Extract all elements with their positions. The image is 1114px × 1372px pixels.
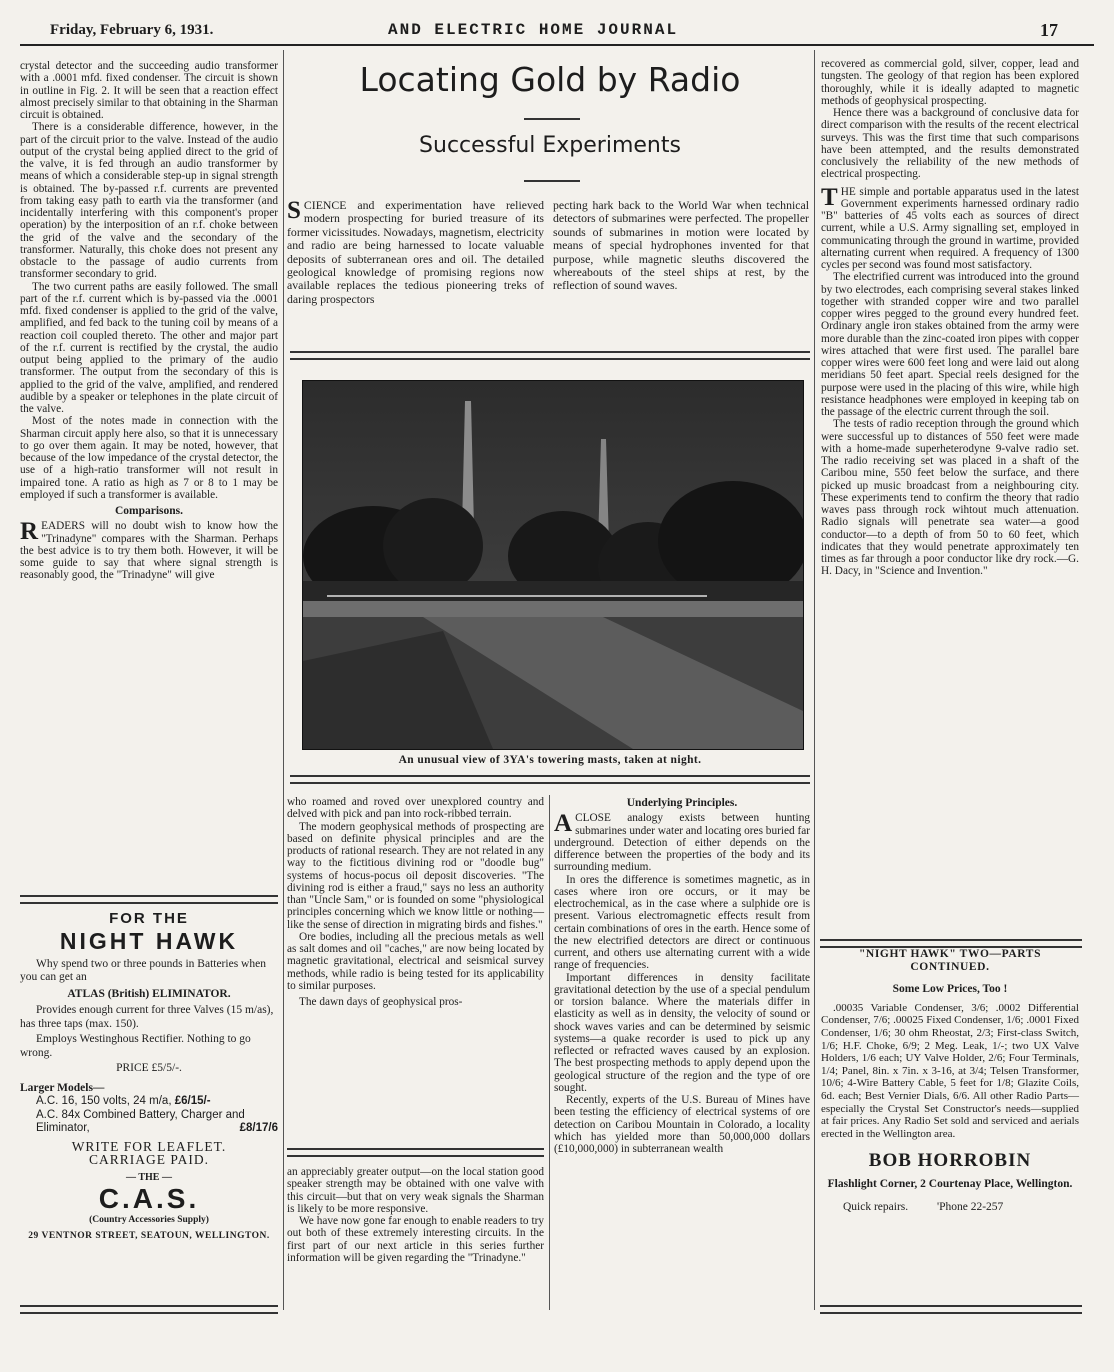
ad-price: PRICE £5/5/-. [116,1062,182,1074]
paragraph: an appreciably greater output—on the local station good speaker strength may be obtained with one valve with this circuit—but that on very weak signals the Sharman is likely to be more responsive. [287,1166,544,1215]
ad-night-hawk: NIGHT HAWK [59,927,239,954]
night-scene-illustration [303,381,803,749]
drop-cap: T [821,183,838,211]
column-divider [814,50,815,1310]
cas-advert [20,912,278,1243]
paragraph: crystal detector and the succeeding audio transformer with a .0001 mfd. fixed condenser. The circuit is shown in outline in Fig. 2. It will be seen that a reaction effect almost precisely similar to that obtaining in the Sharman circuit is obtained. [20,60,278,121]
paragraph-text: EADERS will no doubt wish to know how the "Trinadyne" compares with the Sharman. Perhaps the best advice is to try them both. However, it will be some guide to say that where signal strength is reasonably good, the "Trinadyne" will give [20,520,278,582]
section-rule [287,1148,544,1157]
ad-line1: Provides enough current for three Valves (15 m/as), has three taps (max. 150). [20,1004,274,1030]
ad-model-2 [20,1109,278,1136]
ad-larger-heading: Larger Models— [20,1081,105,1094]
ad-product: ATLAS (British) ELIMINATOR. [67,987,231,1000]
ad-heading: "NIGHT HAWK" TWO—PARTS CONTINUED. [858,948,1042,973]
masts-photo [302,380,804,750]
ad-cas-logo: C.A.S. [98,1183,200,1214]
section-rule [290,775,810,784]
section-rule [290,351,810,360]
ad-address: Flashlight Corner, 2 Courtenay Place, Wellington. [827,1178,1073,1191]
paragraph: Ore bodies, including all the precious metals as well as salt domes and oil "caches," are now being located by magnetic gravitational, electrical and seismical survey methods, while radio is being tested for its applicability to similar purposes. [287,930,544,992]
section-rule [820,1305,1082,1314]
paragraph: In ores the difference is sometimes magnetic, as in cases where iron ore occurs, or it may be electrochemical, as in the case where a sulphide ore is present. Various electromagnetic effects result from certain combinations of ores in the earth. Hence some of the new electrified detectors are direct or continuous current, and others use alternating current with a wide range of frequencies. [554,873,810,972]
intro-right-text [553,199,809,293]
paragraph: The two current paths are easily followed. The small part of the r.f. current which is by-passed via the .0001 mfd. fixed condenser is applied to the grid of the valve, amplified, and fed back to the tuning coil by means of a reaction coil coupled thereto. The other and major part of the r.f. current is rectified by the crystal, the audio output being applied to the primary of the audio transformer. The output from the secondary of this is applied to the grid of the valve, amplified, and rendered audible by a speaker or telephones in the plate circuit of the valve. [20,280,278,415]
paragraph-text: CIENCE and experimentation have relieved modern prospecting for buried treasure of its former vicissitudes. Nowadays, magnetism, electricity and radio are being harnessed to locate valuable deposits of subterranean ores and oil. The detailed geological knowledge of promising regions now available replaces the tedious pioneering treks of daring prospectors [287,198,544,306]
ad-phone: 'Phone 22-257 [937,1200,1004,1213]
column-divider [549,795,550,1310]
paragraph: Important differences in density facilitate gravitational detection by the use of a special pendulum or torsion balance. Where the materials differ in elasticity as well as in density, the velocity of sound or shock waves varies and can be determined by seismic systems—a quake recorder is used to pick up any reflected or refracted waves caused by an explosion. The best prospecting methods to apply depend upon the geological structure of the region and the type of ore sought. [554,971,810,1094]
left-column-text [20,60,278,582]
article-subtitle: Successful Experiments [419,133,681,158]
paragraph: recovered as commercial gold, silver, copper, lead and tungsten. The geology of that region has been explored thoroughly, while it is ideally adapted to magnetic methods of geophysical prospecting. [821,58,1079,107]
subtitle-rule [524,180,580,182]
ad-model-1 [20,1095,278,1109]
ad-the: — THE — [126,1171,172,1183]
paragraph: The dawn days of geophysical pros- [299,996,463,1008]
underlying-heading: Underlying Principles. [626,797,738,809]
title-rule [524,118,580,120]
comparisons-heading: Comparisons. [114,505,184,517]
model-desc: A.C. 84x Combined Battery, Charger and Eliminator, [36,1108,245,1134]
right-column-text [821,58,1079,578]
ad-intro: Why spend two or three pounds in Batteries when you can get an [20,957,266,983]
paragraph: Most of the notes made in connection with the Sharman circuit apply here also, so that it is unnecessary to go over them again. It may be noted, however, that because of the low impedance of the crystal detector, the use of a high-ratio transformer will not result in impaired tone. A ratio as high as 7 or 8 to 1 may be employed if such a transformer is available. [20,415,278,501]
ad-cas-full: (Country Accessories Supply) [89,1215,209,1225]
ad-repairs: Quick repairs. [843,1200,909,1213]
intro-left-text [287,199,544,306]
drop-cap: S [287,197,301,224]
centre-bottom-text [287,1166,544,1264]
paragraph: Recently, experts of the U.S. Bureau of Mines have been testing the efficiency of electrical systems of ore detection on Caribou Mountain in Colorado, a locality which has yielded more than 50,000,000 dollars (£10,000,000) in subterranean wealth [554,1094,810,1155]
paragraph: The electrified current was introduced into the ground by two electrodes, each comprising several stakes linked together with stranded copper wire and two parallel copper wires pegged to the ground every hundred feet. Ordinary angle iron stakes obtained from the army were more durable than the zinc-coated iron pipes with copper wires attached that were first used. The parallel bare copper wires were 600 feet long and were laid out along meridians 50 feet apart. Special reels designed for the purpose were used in the placing of this wire, while high resistance headphones were employed in keeping tab on the passage of the electric current through the soil. [821,271,1079,418]
model-price: £6/15/- [174,1095,211,1107]
column-divider [283,50,284,1310]
ad-subheading: Some Low Prices, Too ! [892,983,1008,996]
model-price: £8/17/6 [239,1122,278,1134]
ad-address: 29 VENTNOR STREET, SEATOUN, WELLINGTON. [28,1230,270,1241]
horrobin-advert [821,948,1079,1214]
header-journal: AND ELECTRIC HOME JOURNAL [388,21,679,39]
page-number: 17 [1040,20,1058,40]
paragraph [554,812,810,873]
paragraph: pecting hark back to the World War when technical detectors of submarines were perfected. The propeller sounds of submarines in motion were located by means of special hydrophones invented for that purpose, while magnetic sleuths discovered the whereabouts of the steel ships at rest, by the reflection of sound waves. [553,198,809,293]
principles-column-text [554,793,810,1155]
centre-column-text [287,796,544,1008]
ad-price-list: .00035 Variable Condenser, 3/6; .0002 Differential Condenser, 7/6; .00025 Fixed Condenser, 1/6; .0001 Fixed Condenser, 1/6; 30 ohm Rheostat, 2/3; First-class Switch, 1/6; H.F. Choke, 6/9; 2 Meg. Leak, 1/-; two UX Valve Holders, 1/6 each; UY Valve Holder, 2/6; Four Terminals, 1/4; Panel, 8in. x 7in. x 3-16, at 3/4; Telsen Transformer, 10/6; 4-Wire Battery Cable, 5 feet for 1/8; Glazite Coils, 6d. each; Best Vernier Dials, 6/6. All other Radio Parts—especially the Crystal Set Constructor's needs—supplied at fair prices. Any Radio Set sold and serviced and aerials erected in the Wellington area. [821,1001,1079,1140]
paragraph-text: HE simple and portable apparatus used in the latest Government experiments harnessed ordinary radio "B" batteries of 45 volts each as sources of direct current, while a U.S. Army signalling set, employed in communicating through the ground in wartime, provided alternating current when required. A frequency of 1300 cycles per second was found most satisfactory. [821,185,1079,271]
paragraph: The tests of radio reception through the ground which were successful up to distances of 550 feet were made with a home-made superheterodyne 9-valve radio set. The radio receiving set was placed in a shaft of the Caribou mine, 550 feet below the surface, and there picked up music broadcast from a neighbouring city. These experiments tend to confirm the theory that radio waves pass through rock wihtout much attenuation. Radio signals will penetrate sea water—a good conductor—to a depth of from 50 to 60 feet, which indicates that they would penetrate approximately ten times as far through a poor conductor like dry rock.—G. H. Dacy, in "Science and Invention." [821,418,1079,578]
paragraph: The modern geophysical methods of prospecting are based on definite physical principles and are the products of rational research. They are not related in any way to the fictitious divining rod or "doodle bug" systems of hocus-pocus oil deposit discoveries. "The divining rod is either a fraud," says no less an authority than "Uncle Sam," or is founded on some "physiological principles concerning which we know little or nothing—like the sense of direction in migrating birds and fishes." [287,820,544,931]
drop-cap: A [554,810,573,838]
paragraph: who roamed and roved over unexplored country and delved with pick and pan into rock-ribbed terrain. [287,796,544,821]
section-rule [20,895,278,904]
paragraph: There is a considerable difference, however, in the part of the circuit prior to the valve. Instead of the audio output of the crystal being applied direct to the grid of the valve, it is fed through an audio transformer by means of which a considerable step-up in signal strength is obtained. The by-passed r.f. currents are prevented from taking easy path to earth via the transformer (and incidentally interfering with this component's proper operation) by the interposition of an r.f. choke between the grid of the valve and the secondary of the transformer. Naturally, this choke does not present any obstacle to the passage of audio currents from transformer secondary to grid. [20,121,278,281]
paragraph [821,183,1079,272]
header-date: Friday, February 6, 1931. [50,22,214,38]
section-rule [20,1305,278,1314]
paragraph: We have now gone far enough to enable readers to try out both of these extremely interesting circuits. In the first part of our next article in this series further information will be given regarding the "Trinadyne." [287,1215,544,1264]
ad-write: WRITE FOR LEAFLET. [71,1138,227,1154]
drop-cap: R [20,518,39,546]
paragraph [20,520,278,581]
ad-for-the: FOR THE [109,910,189,927]
article-title: Locating Gold by Radio [359,60,741,99]
model-desc: A.C. 16, 150 volts, 24 m/a, [36,1095,172,1107]
ad-carriage: CARRIAGE PAID. [88,1152,210,1167]
ad-line2: Employs Westinghous Rectifier. Nothing to go wrong. [20,1033,251,1059]
ad-repairs-line [821,1201,1079,1214]
paragraph-text: CLOSE analogy exists between hunting submarines under water and locating ores buried far underground. Detection of either depends on the difference between the properties of the body and its surrounding medium. [554,812,811,874]
header-rule [20,44,1094,46]
page-header [0,0,1114,48]
paragraph [287,199,544,306]
ad-name: BOB HORROBIN [868,1150,1032,1172]
section-rule [820,939,1082,948]
photo-caption: An unusual view of 3YA's towering masts, taken at night. [398,754,702,766]
paragraph: Hence there was a background of conclusive data for direct comparison with the results of the recent electrical surveys. This was the first time that such comparisons have been attempted, and the results demonstrated conclusively the reliability of the new methods of electrical prospecting. [821,107,1079,181]
